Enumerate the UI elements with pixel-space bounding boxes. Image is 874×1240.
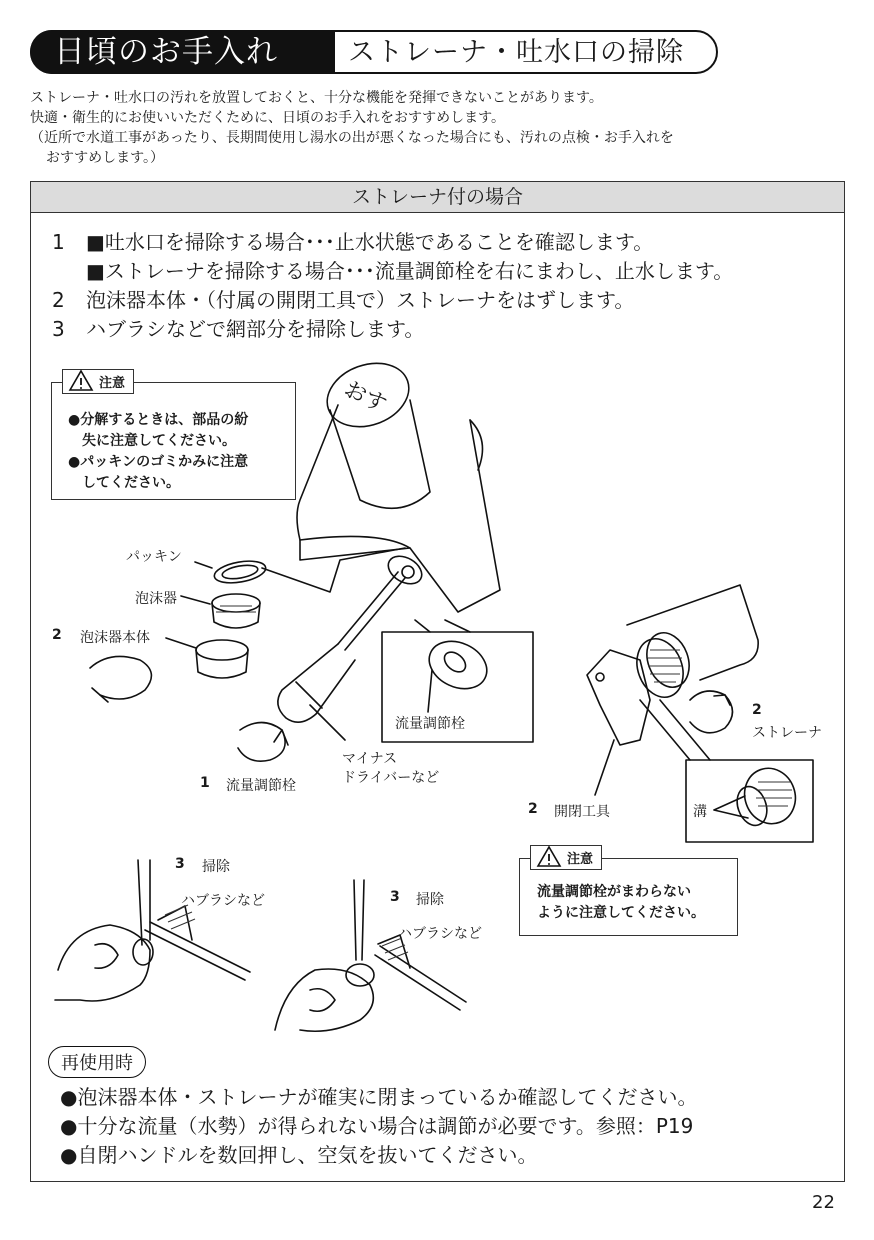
caution-1-line-1: ●分解するときは、部品の紛 [68, 412, 249, 428]
label-aerator-body: 泡沫器本体 [80, 630, 150, 646]
cleaning-illustration-a [55, 860, 250, 1001]
step-1-text: ■吐水口を掃除する場合･･･止水状態であることを確認します。 [86, 230, 654, 254]
label-strainer: ストレーナ [752, 725, 822, 741]
label-screwdriver-1: マイナス [342, 751, 398, 767]
label-tool: 開閉工具 [554, 804, 610, 820]
label-aerator: 泡沫器 [135, 591, 177, 607]
label-packing: パッキン [126, 549, 182, 565]
rotate-arrow-valve [238, 723, 285, 762]
strainer-illustration [629, 627, 696, 704]
label-clean-b: 掃除 [416, 892, 444, 908]
caution-2-line-1: 流量調節栓がまわらない [537, 884, 691, 900]
faucet-illustration [297, 352, 500, 612]
page-subtitle: ストレーナ・吐水口の掃除 [348, 37, 684, 68]
reuse-title: 再使用時 [48, 1046, 146, 1078]
label-clean-b-num: 3 [390, 889, 400, 905]
intro-line-2: 快適・衛生的にお使いいただくために、日頃のお手入れをおすすめします。 [30, 110, 506, 126]
label-brush-b: ハブラシなど [398, 926, 482, 942]
intro-line-4: おすすめします。） [46, 150, 165, 166]
step-3-num: 3 [52, 317, 65, 341]
aerator-part [212, 594, 260, 628]
rotate-arrow-left [90, 656, 151, 699]
caution-1-line-2: 失に注意してください。 [68, 433, 236, 449]
caution-1-title: 注意 [62, 369, 134, 394]
label-flow-valve-inset: 流量調節栓 [395, 716, 465, 732]
label-strainer-num: 2 [752, 702, 762, 718]
label-clean-a-num: 3 [175, 856, 185, 872]
step-2-text: 泡沫器本体・（付属の開閉工具で）ストレーナをはずします。 [86, 288, 635, 312]
label-flow-valve-num: 1 [200, 775, 210, 791]
section-title: ストレーナ付の場合 [30, 181, 845, 213]
label-brush-a: ハブラシなど [181, 893, 265, 909]
intro-line-1: ストレーナ・吐水口の汚れを放置しておくと、十分な機能を発揮できないことがあります。 [30, 90, 603, 106]
groove-strainer [732, 761, 803, 831]
caution-1-line-4: してください。 [68, 475, 180, 491]
step-1b-text: ■ストレーナを掃除する場合･･･流量調節栓を右にまわし、止水します。 [86, 259, 734, 283]
caution-1-line-3: ●パッキンのゴミかみに注意 [68, 454, 249, 470]
reuse-line-1: ●泡沫器本体・ストレーナが確実に閉まっているか確認してください。 [60, 1085, 698, 1109]
caution-2-title: 注意 [530, 845, 602, 870]
page-title: 日頃のお手入れ [30, 30, 335, 74]
label-tool-num: 2 [528, 801, 538, 817]
intro-line-3: （近所で水道工事があったり、長期間使用し湯水の出が悪くなった場合にも、汚れの点検・お手入れを [30, 130, 674, 146]
reuse-line-2: ●十分な流量（水勢）が得られない場合は調節が必要です。参照：P19 [60, 1114, 694, 1138]
packing-ring [213, 558, 268, 587]
screwdriver-illustration [278, 572, 405, 722]
step-3-text: ハブラシなどで網部分を掃除します。 [86, 317, 425, 341]
label-screwdriver-2: ドライバーなど [342, 770, 440, 786]
opening-tool [587, 650, 650, 745]
reuse-line-3: ●自閉ハンドルを数回押し、空気を抜いてください。 [60, 1143, 538, 1167]
label-aerator-body-num: 2 [52, 627, 62, 643]
label-flow-valve: 流量調節栓 [226, 778, 296, 794]
aerator-body-part [196, 640, 248, 678]
step-2-num: 2 [52, 288, 65, 312]
caution-2-line-2: ように注意してください。 [537, 905, 705, 921]
label-clean-a: 掃除 [202, 859, 230, 875]
page-number: 22 [812, 1192, 835, 1213]
label-groove: 溝 [693, 804, 707, 820]
step-1-num: 1 [52, 230, 65, 254]
push-label: おす [339, 376, 391, 418]
